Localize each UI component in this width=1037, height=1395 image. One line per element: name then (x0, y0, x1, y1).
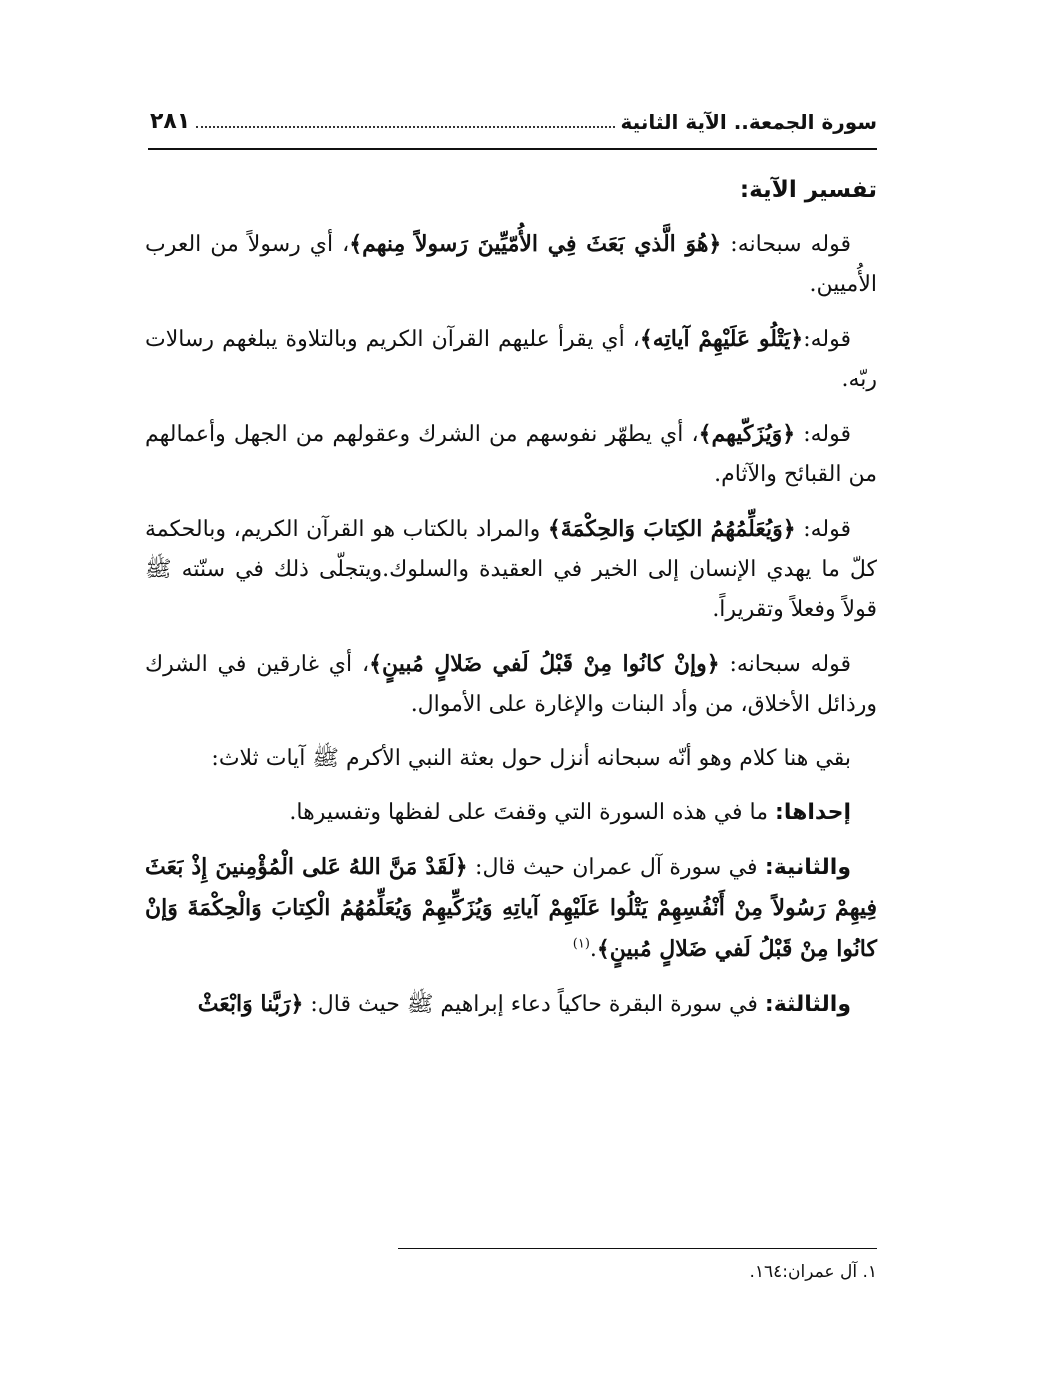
paragraph-text: ، أي يقرأ عليهم القرآن الكريم وبالتلاوة يبلغهم رسالات ربّه. (145, 327, 877, 392)
paragraph-7 (145, 793, 877, 833)
paragraph-lead: قوله: (803, 327, 851, 352)
paragraph-text: والمراد بالكتاب هو القرآن الكريم، وبالحكمة كلّ ما يهدي الإنسان إلى الخير في العقيدة والسلوك.ويتجلّى ذلك في سنّته ﷺ قولاً وفعلاً وتقريراً. (145, 517, 877, 622)
paragraph-lead: إحداها: (775, 800, 851, 825)
paragraph-lead: والثانية: (764, 855, 852, 880)
header-dot-leader (196, 126, 614, 128)
paragraph-text: ما في هذه السورة التي وقفتَ على لفظها وتفسيرها. (289, 800, 776, 825)
page-header (150, 100, 877, 140)
page-number: ٢٨١ (150, 109, 191, 134)
paragraph-2 (145, 319, 877, 400)
paragraph-lead: قوله سبحانه: (721, 232, 851, 257)
quran-quote: ﴿وإنْ كانُوا مِنْ قَبْلُ لَفي ضَلالٍ مُبينٍ﴾ (369, 651, 720, 677)
quran-quote: ﴿وَيُزَكّيهم﴾ (698, 421, 796, 447)
paragraph-1 (145, 224, 877, 305)
paragraph-9 (145, 984, 877, 1025)
quran-quote: ﴿لَقَدْ مَنَّ اللهُ عَلى الْمُؤْمِنينَ إِذْ بَعَثَ فِيهِمْ رَسُولاً مِنْ أَنْفُسِهِمْ يَتْلُوا عَلَيْهِمْ آياتِهِ وَيُزَكِّيهِمْ وَيُعَلِّمُهُمُ الْكِتابَ وَالْحِكْمَةَ وَإنْ كانُوا مِنْ قَبْلُ لَفي ضَلالٍ مُبينٍ﴾ (145, 854, 877, 962)
running-title: سورة الجمعة.. الآية الثانية (620, 110, 877, 134)
footnote: ١. آل عمران:١٦٤. (749, 1262, 877, 1282)
section-heading: تفسير الآية: (739, 177, 877, 203)
paragraph-text: ، أي يطهّر نفوسهم من الشرك وعقولهم من الجهل وأعمالهم من القبائح والآثام. (145, 422, 877, 487)
paragraph-lead: قوله: (795, 517, 851, 542)
paragraph-text: في سورة البقرة حاكياً دعاء إبراهيم ﷺ حيث قال: (303, 992, 765, 1017)
paragraph-8 (145, 847, 877, 970)
paragraph-text: في سورة آل عمران حيث قال: (467, 855, 765, 880)
footnote-rule (398, 1248, 877, 1249)
quran-quote: ﴿وَيُعَلِّمُهُمُ الكِتابَ وَالحِكْمَةَ﴾ (547, 516, 796, 542)
paragraph-3 (145, 414, 877, 495)
paragraph-4 (145, 509, 877, 630)
paragraph-text: ، أي رسولاً من العرب الأُميين. (145, 232, 877, 297)
paragraph-lead: قوله سبحانه: (719, 652, 851, 677)
paragraph-text: ، أي غارقين في الشرك ورذائل الأخلاق، من وأد البنات والإغارة على الأموال. (145, 652, 877, 717)
paragraph-lead: والثالثة: (764, 992, 851, 1017)
paragraph-end: . (589, 937, 597, 962)
page-body (145, 170, 877, 1039)
header-rule (148, 148, 877, 150)
footnote-reference[interactable]: (١) (572, 936, 590, 952)
paragraph-6 (145, 739, 877, 779)
quran-quote: ﴿يَتْلُو عَلَيْهِمْ آياتِه﴾ (639, 326, 804, 352)
quran-quote: ﴿رَبَّنا وَابْعَثْ (197, 991, 304, 1017)
quran-quote: ﴿هُوَ الَّذي بَعَثَ فِي الأُمّيِّينَ رَسولاً مِنهم﴾ (349, 231, 722, 257)
paragraph-lead: قوله: (795, 422, 851, 447)
paragraph-text: بقي هنا كلام وهو أنّه سبحانه أنزل حول بعثة النبي الأكرم ﷺ آيات ثلاث: (211, 746, 851, 771)
paragraph-5 (145, 644, 877, 725)
